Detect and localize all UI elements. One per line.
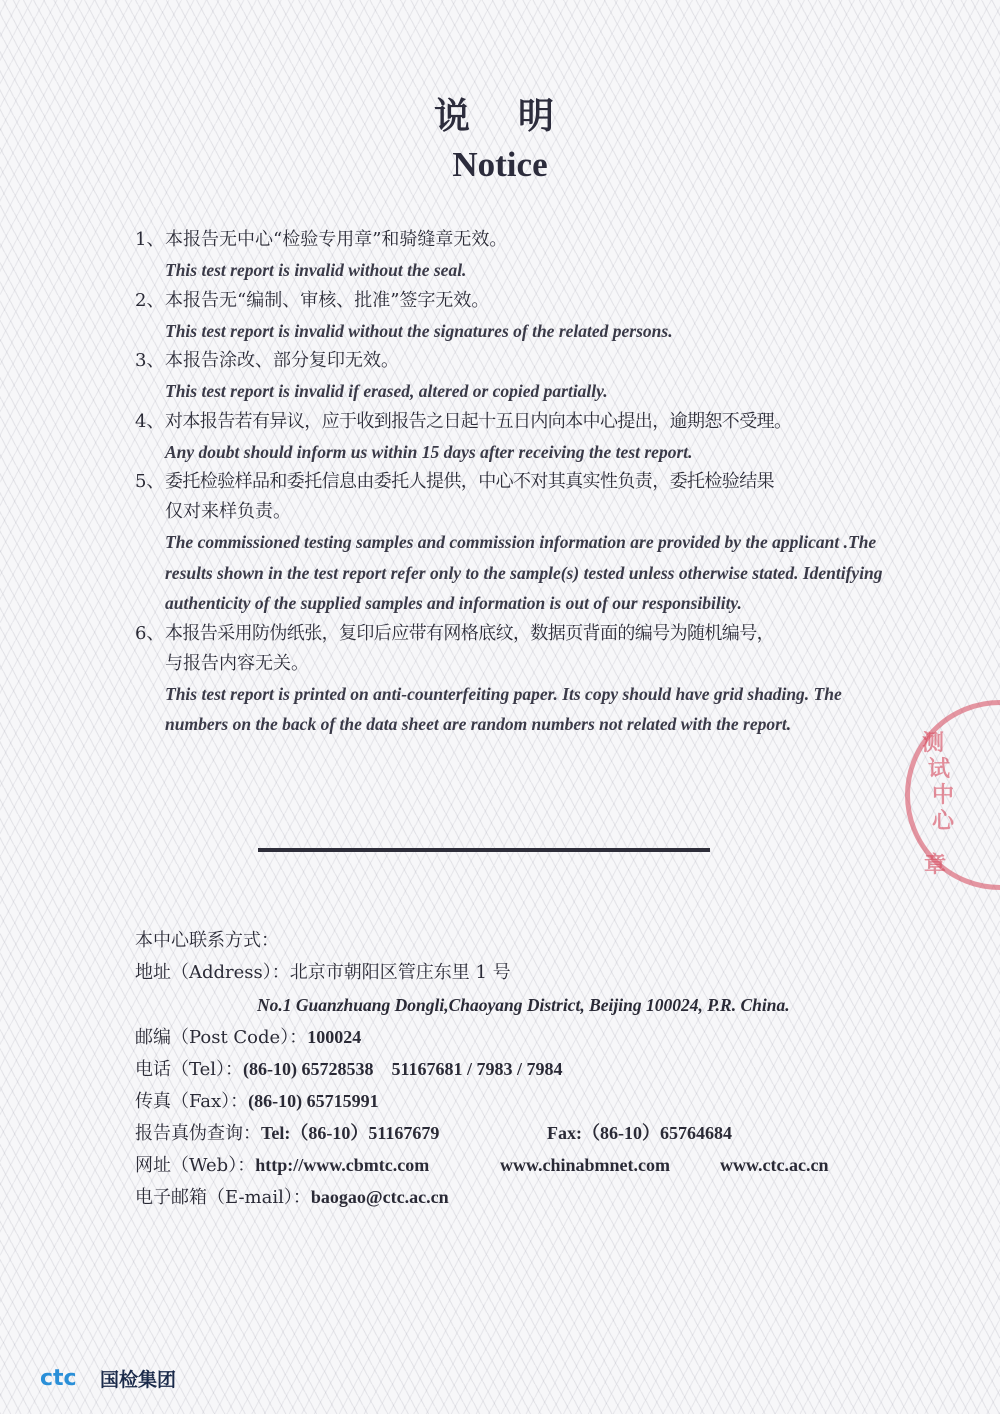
notice-item-6 (135, 619, 895, 740)
postcode-value: 100024 (307, 1027, 362, 1047)
notice-text-en: Any doubt should inform us within 15 days after receiving the test report. (165, 441, 693, 462)
ctc-logo-icon (40, 1367, 92, 1389)
fax-row (135, 1085, 895, 1117)
address-label: 地址（Address）： (135, 962, 290, 983)
fax-value: (86-10) 65715991 (248, 1091, 379, 1111)
tel-label: 电话（Tel）： (135, 1059, 244, 1080)
notice-number: 3、 (135, 350, 165, 371)
notice-text-en: This test report is printed on anti-counterfeiting paper. Its copy should have grid shading. The numbers on the back of the data sheet are random numbers not related with the report. (165, 683, 842, 734)
notice-text-cn: 本报告采用防伪纸张，复印后应带有网格底纹，数据页背面的编号为随机编号， (165, 622, 774, 644)
notice-text-cn: 委托检验样品和委托信息由委托人提供，中心不对其真实性负责，委托检验结果 (165, 471, 774, 492)
notice-list (135, 225, 895, 740)
section-divider (258, 848, 710, 852)
tel-value: (86-10) 65728538 51167681 / 7983 / 7984 (243, 1059, 563, 1079)
web-link-3[interactable]: www.ctc.ac.cn (720, 1155, 829, 1175)
notice-text-en: This test report is invalid if erased, altered or copied partially. (165, 381, 608, 401)
notice-item-3 (135, 346, 895, 407)
notice-text-en: The commissioned testing samples and commission information are provided by the applicant .The results shown in the test report refer only to the sample(s) tested unless otherwise stated. Identifying authenticity of the supplied samples and information is out of our responsibility. (165, 532, 883, 613)
seal-char: 章 (924, 852, 947, 878)
seal-text (918, 730, 958, 878)
address-cn: 北京市朝阳区管庄东里 1 号 (289, 962, 511, 983)
verify-tel: Tel:（86-10）51167679 (261, 1123, 440, 1143)
contact-info (135, 925, 895, 1213)
notice-number: 2、 (135, 289, 165, 311)
email-label: 电子邮箱（E-mail）： (135, 1187, 311, 1208)
notice-text-en: This test report is invalid without the seal. (165, 260, 467, 280)
fax-label: 传真（Fax）： (135, 1091, 249, 1112)
notice-number: 5、 (135, 471, 165, 492)
web-row (135, 1149, 895, 1181)
notice-item-5 (135, 467, 895, 619)
web-link-1[interactable]: http://www.cbmtc.com (255, 1155, 430, 1175)
tel-row (135, 1053, 895, 1085)
page-title-en: Notice (452, 145, 548, 184)
notice-text-cn-continued: 与报告内容无关。 (165, 652, 309, 674)
email-row (135, 1181, 895, 1213)
verify-fax: Fax:（86-10）65764684 (547, 1123, 732, 1143)
page-title-cn: 说明 (433, 95, 602, 137)
verify-row (135, 1117, 895, 1149)
footer-logo (40, 1366, 176, 1390)
notice-number: 4、 (135, 410, 165, 432)
company-name: 国检集团 (100, 1368, 177, 1391)
seal-char: 中 (932, 782, 955, 808)
notice-text-cn: 本报告涂改、部分复印无效。 (165, 350, 399, 371)
web-link-2[interactable]: www.chinabmnet.com (500, 1155, 670, 1175)
address-en: No.1 Guanzhuang Dongli,Chaoyang District, Beijing 100024, P.R. China. (257, 995, 790, 1015)
seal-char: 试 (928, 756, 951, 782)
notice-text-en: This test report is invalid without the signatures of the related persons. (165, 320, 673, 341)
notice-item-4 (135, 407, 895, 468)
notice-text-cn: 对本报告若有异议，应于收到报告之日起十五日内向本中心提出，逾期恕不受理。 (165, 410, 792, 432)
notice-item-1 (135, 225, 895, 286)
address-row (135, 957, 895, 989)
contact-heading: 本中心联系方式： (135, 930, 279, 951)
notice-text-cn: 本报告无中心“检验专用章”和骑缝章无效。 (165, 229, 508, 250)
notice-number: 1、 (135, 229, 165, 250)
seal-char: 心 (932, 808, 955, 834)
postcode-label: 邮编（Post Code）： (135, 1027, 308, 1048)
seal-char: 测 (922, 730, 945, 756)
email-link[interactable]: baogao@ctc.ac.cn (310, 1187, 449, 1207)
web-label: 网址（Web）： (135, 1155, 256, 1176)
notice-text-cn: 本报告无“编制、审核、批准”签字无效。 (165, 289, 490, 311)
notice-item-2 (135, 286, 895, 347)
notice-number: 6、 (135, 622, 165, 644)
postcode-row (135, 1021, 895, 1053)
notice-text-cn-continued: 仅对来样负责。 (165, 501, 291, 522)
verify-label: 报告真伪查询： (135, 1123, 261, 1144)
svg-text:ctc: ctc (40, 1367, 77, 1389)
